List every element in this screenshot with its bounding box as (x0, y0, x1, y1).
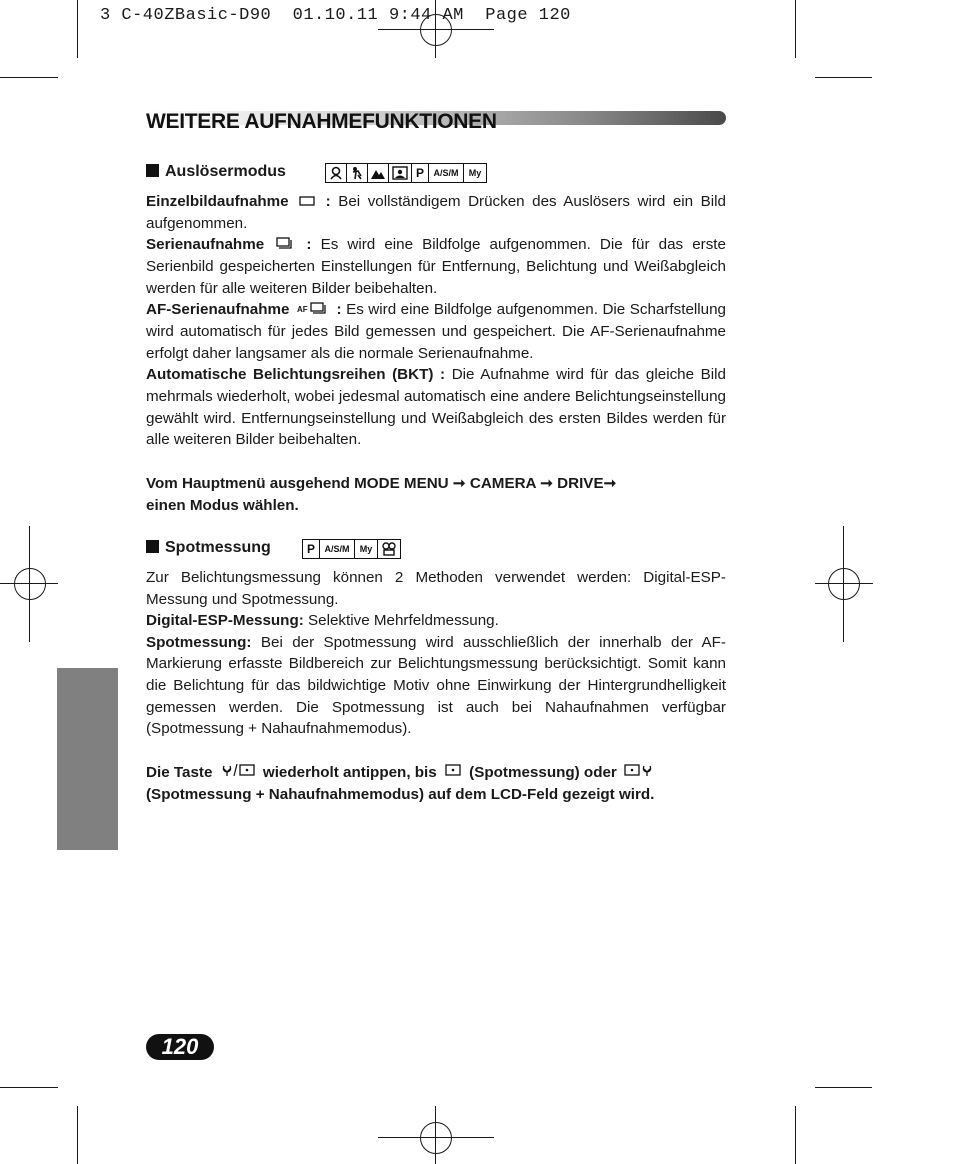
crop-mark (815, 77, 872, 78)
registration-line (0, 583, 58, 584)
paragraph-einzelbild (146, 191, 726, 234)
af-sequential-shooting-icon (297, 300, 329, 322)
instruction-lcd: (Spotmessung + Nahaufnahmemodus) auf dem LCD-Feld gezeigt wird. (146, 785, 655, 803)
menu-camera: CAMERA (469, 475, 536, 492)
crop-mark (815, 1087, 872, 1088)
arrow-right-icon: ➞ (452, 475, 466, 492)
registration-line (29, 526, 30, 642)
crop-mark (0, 1087, 58, 1088)
paragraph-esp (146, 610, 726, 632)
single-frame-icon (299, 191, 315, 213)
term-colon: : (325, 193, 331, 210)
sequential-shooting-icon (276, 235, 294, 257)
section-heading-label: Spotmessung (165, 539, 271, 556)
section-heading-ausloesermodus (146, 163, 286, 181)
macro-spot-button-icon (220, 762, 256, 784)
term-einzelbildaufnahme: Einzelbildaufnahme (146, 193, 289, 210)
term-bkt: Automatische Belichtungsreihen (BKT) : (146, 366, 446, 384)
term-colon: : (336, 301, 342, 319)
crop-mark (77, 1106, 78, 1164)
square-bullet-icon (146, 540, 159, 553)
landscape-mode-icon (368, 164, 389, 182)
section1-body (146, 191, 726, 451)
mode-icons-box (325, 163, 487, 183)
term-serienaufnahme: Serienaufnahme (146, 236, 265, 254)
desc-einzelbildaufnahme: Bei vollständigem Drücken des Auslösers wird ein Bild aufgenommen. (146, 193, 726, 232)
registration-line (815, 583, 873, 584)
paragraph-spot (146, 632, 726, 740)
crop-mark (77, 0, 78, 58)
my-mode-icon: My (355, 540, 378, 558)
p-mode-icon: P (412, 164, 429, 182)
paragraph-af-serien (146, 299, 726, 364)
section2-instruction (146, 762, 726, 805)
section1-instruction (146, 473, 726, 516)
registration-target (828, 568, 860, 600)
paragraph-bkt (146, 364, 726, 450)
registration-line (843, 526, 844, 642)
arrow-right-icon: ➞ (540, 475, 553, 492)
registration-line (435, 1106, 436, 1164)
spot-macro-icon (624, 762, 658, 784)
term-af-serienaufnahme: AF-Serienaufnahme (146, 301, 290, 319)
page-number: 120 (146, 1034, 214, 1060)
section-heading-label: Auslösermodus (165, 163, 286, 180)
crop-mark (795, 1106, 796, 1164)
registration-line (378, 1137, 494, 1138)
desc-af-serienaufnahme: Es wird eine Bildfolge aufgenommen. Die Scharfstellung wird automatisch für jedes Bild gemessen und gespeichert. Die AF-Serienaufnahme erfolgt daher langsamer als die normale Serienaufnahme. (146, 301, 726, 362)
page-title: WEITERE AUFNAHMEFUNKTIONEN (146, 110, 497, 133)
asm-mode-icon: A/S/M (320, 540, 355, 558)
print-slug: 3 C-40ZBasic-D90 01.10.11 9:44 AM Page 120 (100, 6, 571, 25)
section-heading-spotmessung (146, 539, 271, 557)
p-mode-icon: P (303, 540, 320, 558)
paragraph-methods: Zur Belichtungsmessung können 2 Methoden verwendet werden: Digital-ESP-Messung und Spotmessung. (146, 569, 726, 608)
term-digital-esp: Digital-ESP-Messung: (146, 612, 304, 630)
my-mode-icon: My (468, 168, 482, 178)
square-bullet-icon (146, 164, 159, 177)
menu-drive: DRIVE (557, 475, 604, 492)
chapter-side-tab (57, 668, 118, 850)
instruction-spot: (Spotmessung) oder (469, 764, 617, 781)
instruction-select-mode: einen Modus wählen. (146, 496, 299, 514)
asm-mode-icon: A/S/M (429, 164, 464, 182)
portrait-mode-icon (326, 164, 347, 182)
crop-mark (0, 77, 58, 78)
term-spotmessung: Spotmessung: (146, 633, 252, 651)
crop-mark (795, 0, 796, 58)
sport-mode-icon (347, 164, 368, 182)
landscape-portrait-mode-icon (389, 164, 412, 182)
registration-target (14, 568, 46, 600)
desc-digital-esp: Selektive Mehrfeldmessung. (308, 612, 499, 630)
instruction-button: Die Taste (146, 764, 213, 781)
term-colon: : (306, 236, 312, 254)
section2-body (146, 567, 726, 740)
desc-spotmessung: Bei der Spotmessung wird ausschließlich der innerhalb der AF-Markierung erfasste Bildbereich zur Belichtungsmessung berücksichtigt. Somit kann die Belichtung für das bildwichtige Motiv ohne Einwirkung der Hintergrundhelligkeit gemessen werden. Die Spotmessung ist auch bei Nahaufnahmen verfügbar (Spotmessung + Nahaufnahmemodus). (146, 633, 726, 738)
instruction-menu-path: Vom Hauptmenü ausgehend MODE MENU (146, 475, 449, 492)
instruction-repeat: wiederholt antippen, bis (262, 764, 437, 781)
registration-line (378, 29, 494, 30)
arrow-right-icon: ➞ (603, 475, 617, 492)
desc-serienaufnahme: Es wird eine Bildfolge aufgenommen. Die für das erste Serienbild gespeicherten Einstellungen für Entfernung, Belichtung und Weißabgleich werden für alle weiteren Bilder beibehalten. (146, 236, 726, 297)
movie-mode-icon (378, 540, 400, 558)
svg-text:AF: AF (296, 304, 308, 314)
paragraph-serien (146, 234, 726, 299)
registration-target (420, 1122, 452, 1154)
spot-metering-icon (444, 762, 462, 784)
mode-icons-box (302, 539, 401, 559)
desc-bkt: Die Aufnahme wird für das gleiche Bild mehrmals wiederholt, wobei jedesmal automatisch eine andere Belichtungseinstellung gewählt wird. Entfernungseinstellung und Weißabgleich des ersten Bildes werden für alle weiteren Bilder beibehalten. (146, 366, 726, 449)
